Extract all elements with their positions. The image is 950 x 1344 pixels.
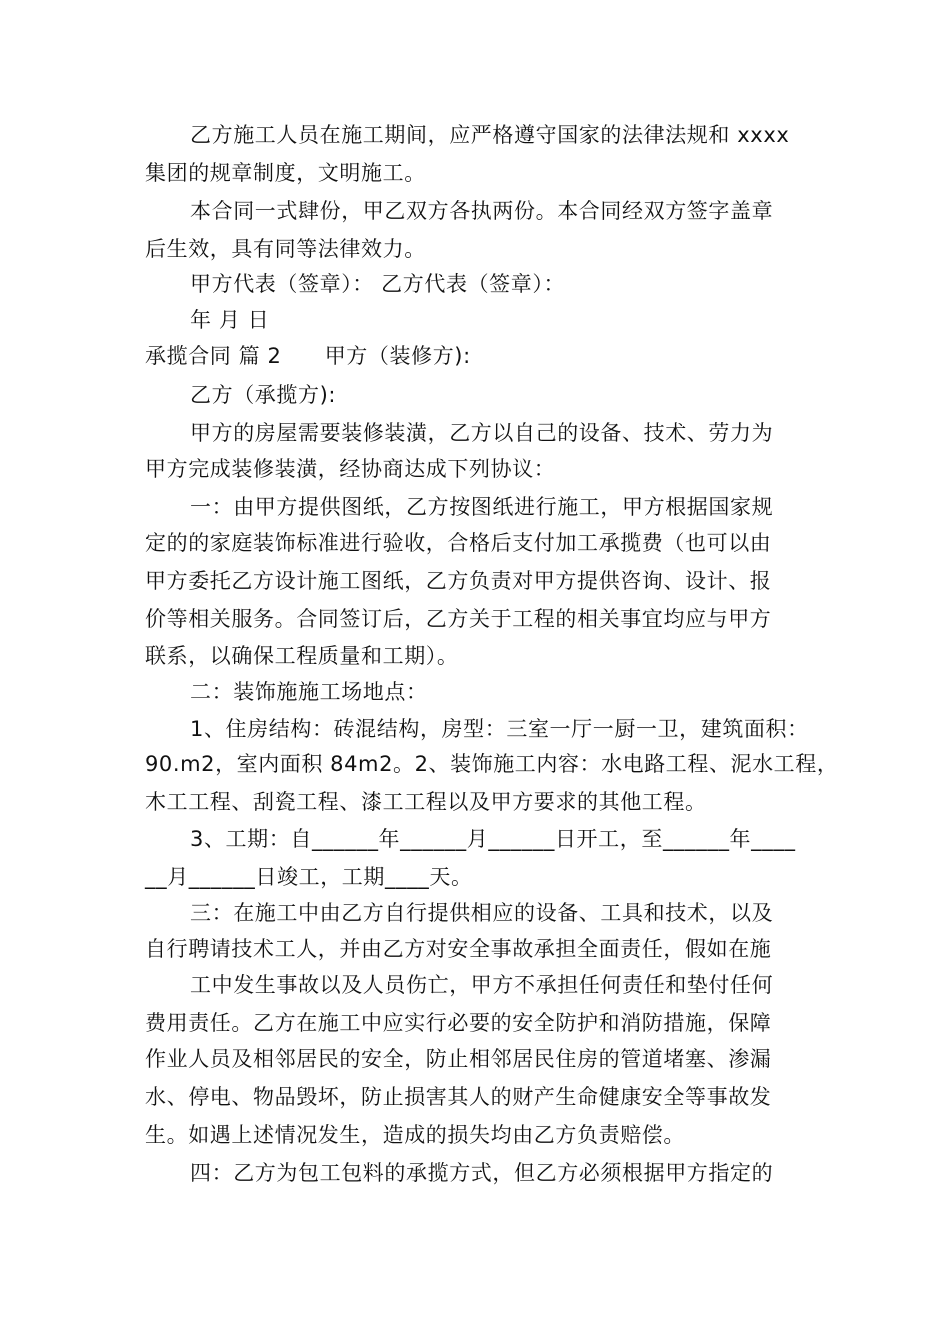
paragraph-line: 三：在施工中由乙方自行提供相应的设备、工具和技术，以及 [190, 901, 774, 925]
paragraph-line: 1、住房结构：砖混结构，房型：三室一厅一厨一卫，建筑面积： [190, 717, 809, 741]
paragraph-line: 集团的规章制度，文明施工。 [145, 161, 426, 185]
paragraph-line: 木工工程、刮瓷工程、漆工工程以及甲方要求的其他工程。 [145, 790, 707, 814]
paragraph-line: 费用责任。乙方在施工中应实行必要的安全防护和消防措施，保障 [145, 1011, 772, 1035]
paragraph-line: 乙方施工人员在施工期间，应严格遵守国家的法律法规和 xxxx [190, 123, 790, 147]
paragraph-line: 生。如遇上述情况发生，造成的损失均由乙方负责赔偿。 [145, 1123, 685, 1147]
paragraph-line: 甲方的房屋需要装修装潢，乙方以自己的设备、技术、劳力为 [190, 421, 774, 445]
paragraph-line: __月______日竣工，工期____天。 [145, 865, 473, 889]
paragraph-line: 甲方完成装修装潢，经协商达成下列协议： [145, 457, 556, 481]
paragraph-line: 后生效，具有同等法律效力。 [145, 237, 426, 261]
paragraph-line: 工中发生事故以及人员伤亡，甲方不承担任何责任和垫付任何 [190, 973, 774, 997]
paragraph-line: 3、工期：自______年______月______日开工，至______年____ [190, 827, 796, 851]
paragraph-line: 水、停电、物品毁坏，防止损害其人的财产生命健康安全等事故发 [145, 1085, 772, 1109]
date-line: 年 月 日 [190, 308, 270, 332]
paragraph-line: 自行聘请技术工人，并由乙方对安全事故承担全面责任，假如在施 [145, 937, 772, 961]
paragraph-line: 本合同一式肆份，甲乙双方各执两份。本合同经双方签字盖章 [190, 199, 774, 223]
paragraph-line: 乙方（承揽方): [190, 383, 337, 407]
paragraph-line: 二：装饰施施工场地点： [190, 680, 428, 704]
signature-line: 甲方代表（签章）： 乙方代表（签章）： [190, 272, 566, 296]
paragraph-line: 一：由甲方提供图纸，乙方按图纸进行施工，甲方根据国家规 [190, 495, 774, 519]
paragraph-line: 作业人员及相邻居民的安全，防止相邻居民住房的管道堵塞、渗漏 [145, 1047, 772, 1071]
paragraph-line: 四：乙方为包工包料的承揽方式，但乙方必须根据甲方指定的 [190, 1161, 774, 1185]
paragraph-line: 甲方委托乙方设计施工图纸，乙方负责对甲方提供咨询、设计、报 [145, 569, 772, 593]
paragraph-line: 90.m2，室内面积 84m2。2、装饰施工内容：水电路工程、泥水工程， [145, 752, 839, 776]
paragraph-line: 联系，以确保工程质量和工期）。 [145, 644, 459, 668]
section-heading: 承揽合同 篇 2 甲方（装修方): [145, 344, 471, 368]
paragraph-line: 价等相关服务。合同签订后，乙方关于工程的相关事宜均应与甲方 [145, 607, 772, 631]
paragraph-line: 定的的家庭装饰标准进行验收，合格后支付加工承揽费（也可以由 [145, 531, 772, 555]
